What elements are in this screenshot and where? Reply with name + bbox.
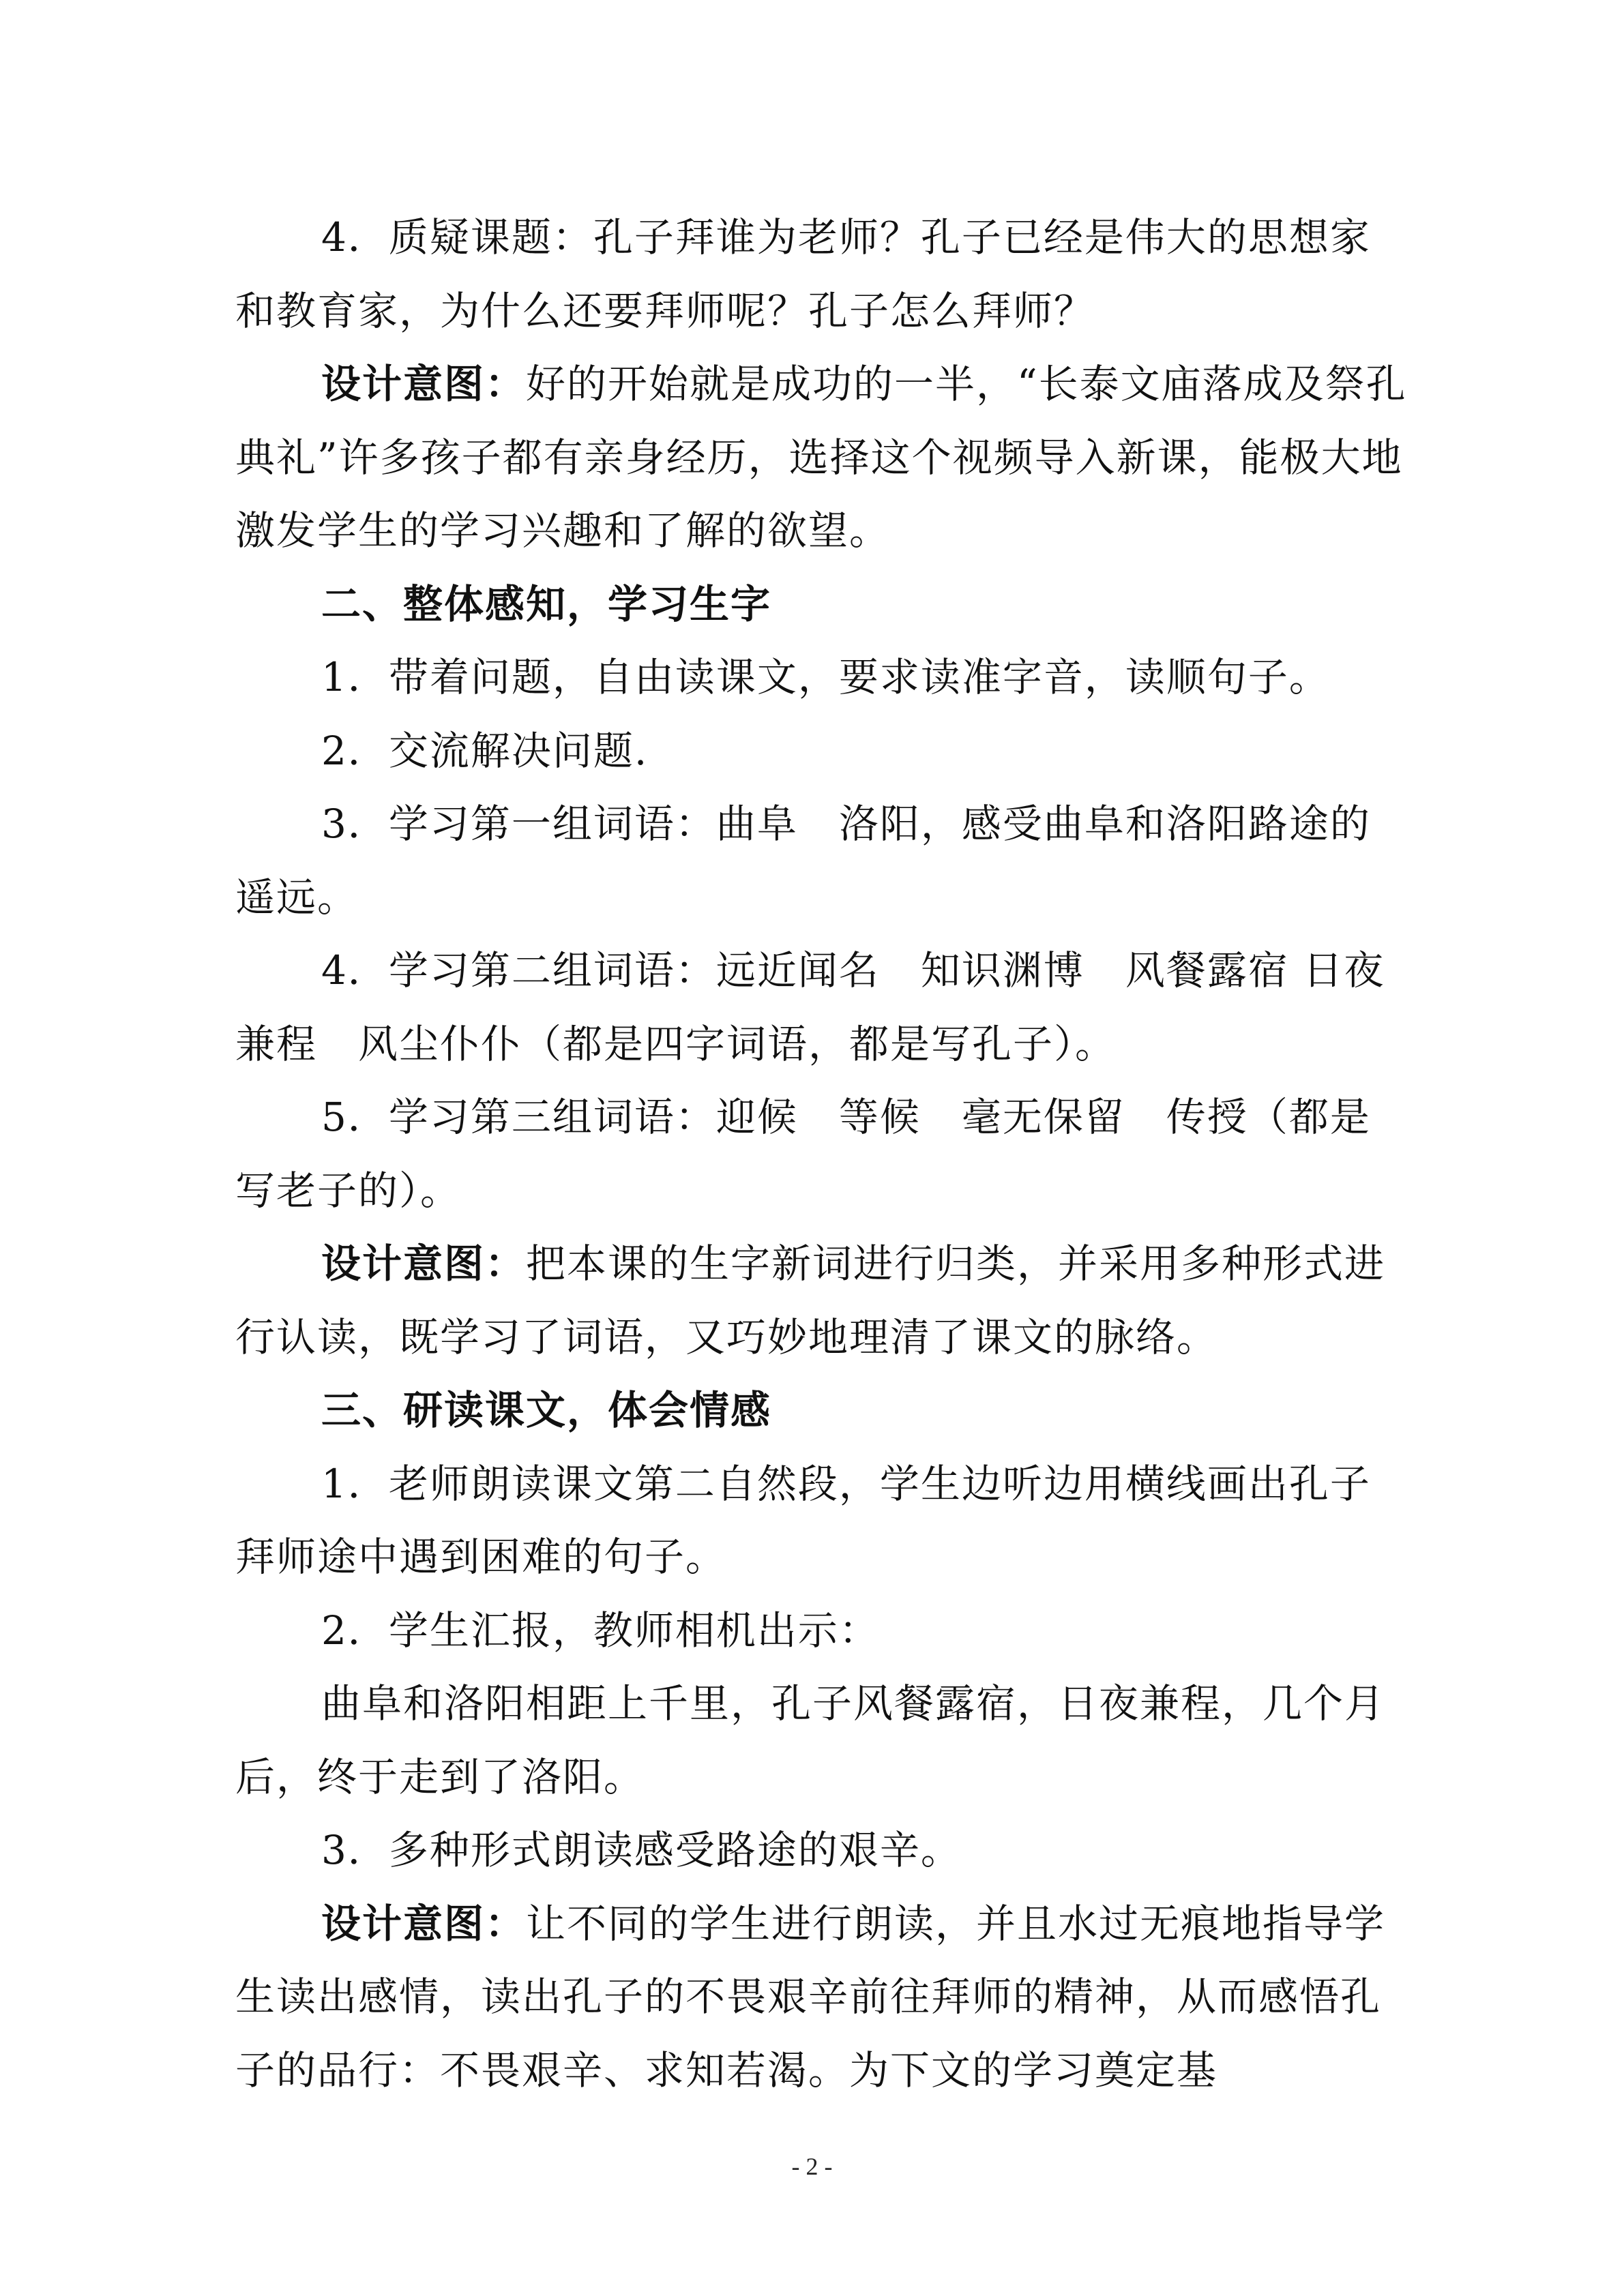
- paragraph-design-intent-2: [235, 1227, 1408, 1374]
- paragraph-quoted-sentence: 曲阜和洛阳相距上千里，孔子风餐露宿，日夜兼程，几个月后，终于走到了洛阳。: [235, 1680, 1386, 1800]
- paragraph-step-4: 4．学习第二组词语：远近闻名 知识渊博 风餐露宿 日夜兼程 风尘仆仆（都是四字词语，都是写孔子）。: [235, 947, 1385, 1067]
- paragraph-step-1: 1．带着问题，自由读课文，要求读准字音，读顺句子。: [321, 654, 1330, 700]
- design-intent-label: 设计意图：: [321, 1240, 527, 1287]
- section-heading-overall-perception: 二、整体感知，学习生字: [321, 580, 772, 627]
- paragraph-question-title: 4．质疑课题：孔子拜谁为老师？孔子已经是伟大的思想家和教育家，为什么还要拜师呢？孔子怎么拜师？: [235, 214, 1371, 334]
- paragraph-design-intent-1: [235, 348, 1408, 568]
- design-intent-label: 设计意图：: [321, 361, 527, 407]
- paragraph-step-3: 3．学习第一组词语：曲阜 洛阳，感受曲阜和洛阳路途的遥远。: [235, 801, 1371, 921]
- document-body: [235, 201, 1408, 2107]
- design-intent-text: 把本课的生字新词进行归类，并采用多种形式进行认读，既学习了词语，又巧妙地理清了课文的脉络。: [235, 1240, 1386, 1360]
- paragraph-design-intent-3: [235, 1888, 1408, 2108]
- paragraph-step-2: 2．交流解决问题.: [321, 727, 649, 774]
- paragraph-study-step-1: 1．老师朗读课文第二自然段，学生边听边用横线画出孔子拜师途中遇到困难的句子。: [235, 1460, 1371, 1580]
- section-heading-study-text: 三、研读课文，体会情感: [321, 1387, 772, 1433]
- paragraph-study-step-2: 2．学生汇报，教师相机出示：: [321, 1607, 880, 1654]
- paragraph-step-5: 5．学习第三组词语：迎候 等候 毫无保留 传授（都是写老子的）。: [235, 1094, 1371, 1214]
- design-intent-label: 设计意图：: [321, 1900, 527, 1947]
- paragraph-study-step-3: 3．多种形式朗读感受路途的艰辛。: [321, 1827, 962, 1873]
- page-number: - 2 -: [791, 2153, 833, 2180]
- design-intent-text: 让不同的学生进行朗读，并且水过无痕地指导学生读出感情，读出孔子的不畏艰辛前往拜师的精神，从而感悟孔子的品行：不畏艰辛、求知若渴。为下文的学习奠定基: [235, 1900, 1386, 2093]
- design-intent-text: 好的开始就是成功的一半，“长泰文庙落成及祭孔典礼”许多孩子都有亲身经历，选择这个视频导入新课，能极大地激发学生的学习兴趣和了解的欲望。: [235, 361, 1407, 554]
